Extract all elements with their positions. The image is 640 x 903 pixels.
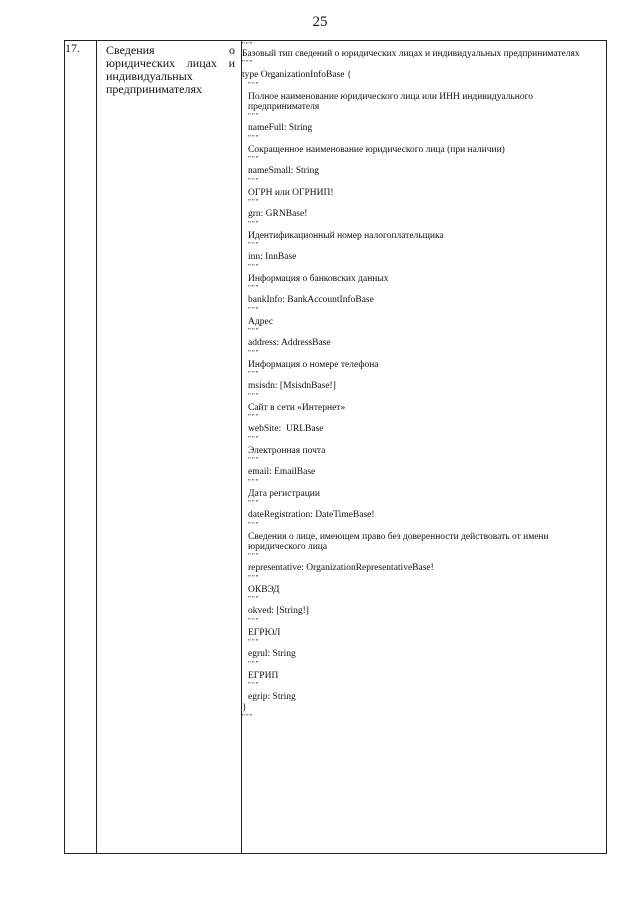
row-number: 17. xyxy=(65,41,97,854)
field-declaration: dateRegistration: DateTimeBase! xyxy=(248,510,375,520)
row-name-cell xyxy=(97,41,242,854)
field-declaration: egrul: String xyxy=(248,649,296,659)
row-name-word: о xyxy=(229,43,235,57)
row-name-word: лицах xyxy=(186,56,217,70)
docstring-quote: """ xyxy=(248,392,260,400)
row-name-word: предпринимателях xyxy=(106,82,202,96)
docstring-quote: """ xyxy=(248,263,260,271)
field-comment: ЕГРИП xyxy=(248,671,279,681)
field-comment: Сайт в сети «Интернет» xyxy=(248,403,346,413)
docstring-quote: """ xyxy=(248,574,260,582)
docstring-quote: """ xyxy=(248,112,260,120)
docstring-quote: """ xyxy=(248,521,260,529)
field-declaration: address: AddressBase xyxy=(248,338,331,348)
row-name-word: индивидуальных xyxy=(106,69,193,83)
field-declaration: egrip: String xyxy=(248,692,296,702)
docstring-quote: """ xyxy=(248,155,260,163)
docstring-quote: """ xyxy=(242,713,254,721)
row-name-word: и xyxy=(228,56,235,70)
docstring-quote: """ xyxy=(248,660,260,668)
field-comment: ОГРН или ОГРНИП! xyxy=(248,188,334,198)
type-declaration: type OrganizationInfoBase { xyxy=(242,70,352,80)
field-declaration: inn: InnBase xyxy=(248,252,297,262)
type-closing-brace: } xyxy=(242,703,247,713)
table-row xyxy=(65,41,607,854)
docstring-quote: """ xyxy=(248,134,260,142)
docstring-quote: """ xyxy=(248,456,260,464)
field-declaration: grn: GRNBase! xyxy=(248,209,308,219)
field-comment: ОКВЭД xyxy=(248,585,280,595)
field-comment: Идентификационный номер налогоплательщика xyxy=(248,231,444,241)
docstring-quote: """ xyxy=(248,198,260,206)
docstring-quote: """ xyxy=(248,413,260,421)
field-comment: Сокращенное наименование юридического лица (при наличии) xyxy=(248,145,505,155)
docstring-quote: """ xyxy=(248,349,260,357)
docstring-quote: """ xyxy=(242,59,254,67)
docstring-quote: """ xyxy=(248,370,260,378)
docstring-quote: """ xyxy=(248,595,260,603)
docstring-quote: """ xyxy=(248,435,260,443)
docstring-quote: """ xyxy=(248,306,260,314)
schema-code xyxy=(242,41,606,721)
field-comment: Сведения о лице, имеющем право без доверенности действовать от имени юридического лица xyxy=(248,532,551,552)
field-declaration: email: EmailBase xyxy=(248,467,316,477)
document-table xyxy=(64,40,607,854)
row-name-word: юридических xyxy=(106,56,176,70)
field-declaration: nameFull: String xyxy=(248,123,313,133)
field-declaration: webSite: URLBase xyxy=(248,424,324,434)
row-name-word: Сведения xyxy=(106,43,155,57)
docstring-quote: """ xyxy=(248,478,260,486)
docstring-quote: """ xyxy=(248,81,260,89)
docstring-quote: """ xyxy=(248,499,260,507)
docstring-quote: """ xyxy=(248,617,260,625)
field-comment: ЕГРЮЛ xyxy=(248,628,281,638)
field-declaration: nameSmall: String xyxy=(248,166,319,176)
schema-code-cell xyxy=(242,41,607,854)
field-comment: Полное наименование юридического лица или ИНН индивидуального предпринимателя xyxy=(248,92,536,112)
docstring-quote: """ xyxy=(248,284,260,292)
docstring-quote: """ xyxy=(248,552,260,560)
field-comment: Электронная почта xyxy=(248,446,326,456)
field-declaration: msisdn: [MsisdnBase!] xyxy=(248,381,336,391)
docstring-quote: """ xyxy=(248,177,260,185)
field-comment: Информация о номере телефона xyxy=(248,360,379,370)
docstring-quote: """ xyxy=(248,681,260,689)
field-comment: Информация о банковских данных xyxy=(248,274,389,284)
field-declaration: representative: OrganizationRepresentativeBase! xyxy=(248,563,434,573)
docstring-quote: """ xyxy=(248,241,260,249)
header-comment: Базовый тип сведений о юридических лицах и индивидуальных предпринимателях xyxy=(242,49,580,59)
page-number: 25 xyxy=(312,14,328,30)
docstring-quote: """ xyxy=(248,220,260,228)
row-name-line xyxy=(106,83,235,96)
field-declaration: bankInfo: BankAccountInfoBase xyxy=(248,295,374,305)
field-declaration: okved: [String!] xyxy=(248,606,309,616)
field-comment: Адрес xyxy=(248,317,274,327)
row-name xyxy=(97,41,241,96)
docstring-quote: """ xyxy=(242,41,254,49)
field-comment: Дата регистрации xyxy=(248,489,320,499)
docstring-quote: """ xyxy=(248,638,260,646)
docstring-quote: """ xyxy=(248,327,260,335)
